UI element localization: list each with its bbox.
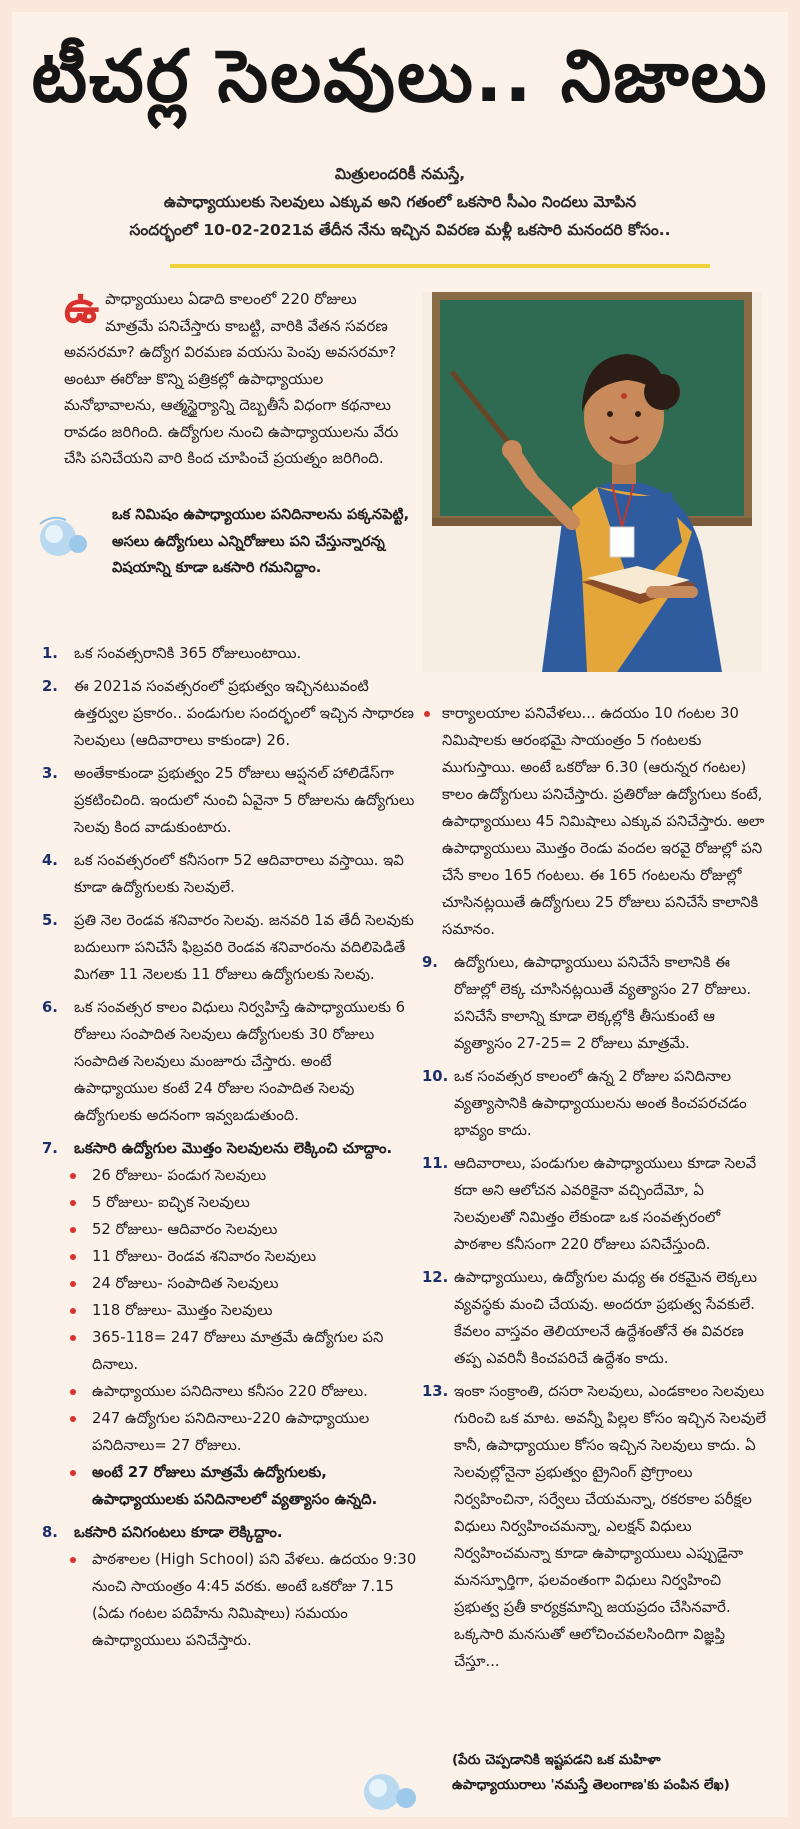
list-item-13 <box>422 1378 766 1675</box>
item-number: 11. <box>422 1155 449 1172</box>
list-item-2 <box>42 673 420 754</box>
list-item-5 <box>42 907 420 988</box>
bullet-dot <box>70 1281 76 1287</box>
article-page <box>12 12 788 1817</box>
item-number: 8. <box>42 1524 58 1541</box>
bullet-text: 26 రోజులు- పండుగ సెలవులు <box>92 1167 267 1184</box>
lead-text: పాధ్యాయులు ఏడాది కాలంలో 220 రోజులు మాత్రమే పనిచేస్తారు కాబట్టి, వారికి వేతన సవరణ అవసరమా? ఉద్యోగ విరమణ వయసు పెంపు అవసరమా? అంటూ ఈరోజు కొన్ని పత్రికల్లో ఉపాధ్యాయుల మనోభావాలను, ఆత్మస్థైర్యాన్ని దెబ్బతీసే విధంగా కథనాలు రావడం జరిగింది. ఉద్యోగుల నుంచి ఉపాధ్యాయులను వేరు చేసి పనిచేయని వారి కింద చూపించే ప్రయత్నం జరిగింది. <box>64 290 399 467</box>
letter-credit: (పేరు చెప్పడానికి ఇష్టపడని ఒక మహిళా ఉపాధ్యాయురాలు 'నమస్తే తెలంగాణ'కు పంపిన లేఖ) <box>452 1752 730 1793</box>
item-text: ఒక సంవత్సరానికి 365 రోజులుంటాయి. <box>74 645 302 662</box>
item-text: ప్రతి నెల రెండవ శనివారం సెలవు. జనవరి 1వ తేదీ సెలవుకు బదులుగా పనిచేసే ఫిబ్రవరి రెండవ శనివారంను వదిలిపెడితే మిగతా 11 నెలలకు 11 రోజులు ఉద్యోగులకు సెలవు. <box>74 912 414 983</box>
bullet-dot <box>70 1557 76 1563</box>
bullet-text: 118 రోజులు- మొత్తం సెలవులు <box>92 1302 273 1319</box>
item-number: 7. <box>42 1140 58 1157</box>
callout-text: ఒక నిమిషం ఉపాధ్యాయుల పనిదినాలను పక్కనపెట్టి, అసలు ఉద్యోగులు ఎన్నిరోజులు పని చేస్తున్నారన్న విషయాన్ని కూడా ఒకసారి గమనిద్దాం. <box>112 507 410 576</box>
bullet-text: అంటే 27 రోజులు మాత్రమే ఉద్యోగులకు, ఉపాధ్యాయులకు పనిదినాలలో వ్యత్యాసం ఉన్నది. <box>92 1464 378 1508</box>
bullet-dot <box>70 1308 76 1314</box>
bullet-text: 247 ఉద్యోగుల పనిదినాలు-220 ఉపాధ్యాయుల పనిదినాలు= 27 రోజులు. <box>92 1410 370 1454</box>
list-item-6 <box>42 994 420 1129</box>
item-text: ఈ 2021వ సంవత్సరంలో ప్రభుత్వం ఇచ్చినటువంటి ఉత్తర్వుల ప్రకారం.. పండుగుల సందర్భంలో ఇచ్చిన సాధారణ సెలవులు (ఆదివారాలు కాకుండా) 26. <box>74 678 414 749</box>
bullet-item <box>42 1162 420 1189</box>
intro-line-2: ఉపాధ్యాయులకు సెలవులు ఎక్కువ అని గతంలో ఒకసారి సీఎం నిందలు మోపిన <box>163 193 637 211</box>
bullet-item <box>42 1546 420 1654</box>
bullet-dot <box>424 711 430 717</box>
teacher-illustration <box>422 292 762 672</box>
bullet-text: 24 రోజులు- సంపాదిత సెలవులు <box>92 1275 279 1292</box>
intro-line-3: సందర్భంలో 10-02-2021వ తేదీన నేను ఇచ్చిన వివరణ మళ్లీ ఒకసారి మనందరి కోసం.. <box>129 221 671 239</box>
item-number: 3. <box>42 765 58 782</box>
intro-block <box>42 160 758 244</box>
bullet-text: కార్యాలయాల పనివేళలు... ఉదయం 10 గంటల 30 నిమిషాలకు ఆరంభమై సాయంత్రం 5 గంటలకు ముగుస్తాయి. అంటే ఒకరోజు 6.30 (ఆరున్నర గంటల) కాలం ఉద్యోగులు పనిచేస్తారు. ప్రతిరోజు ఉద్యోగులు కంటే, ఉపాధ్యాయులు 45 నిమిషాలు ఎక్కువ పనిచేస్తారు. అలా ఉపాధ్యాయులు మొత్తం రెండు వందల ఇరవై రోజుల్లో పని చేసే కాలం 165 గంటలు. ఈ 165 గంటలను రోజుల్లో చూసినట్లయితే ఉద్యోగులు 25 రోజులు పనిచేసే కాలానికి సమానం. <box>442 705 765 938</box>
list-item-1 <box>42 640 420 667</box>
item-heading: ఒకసారి ఉద్యోగుల మొత్తం సెలవులను లెక్కించి చూద్దాం. <box>74 1140 393 1157</box>
list-item-3 <box>42 760 420 841</box>
bullet-dot <box>70 1254 76 1260</box>
bullet-text: ఉపాధ్యాయుల పనిదినాలు కనీసం 220 రోజులు. <box>92 1383 368 1400</box>
left-column <box>42 640 420 1654</box>
item-number: 12. <box>422 1269 449 1286</box>
lead-paragraph <box>64 282 402 472</box>
item-number: 2. <box>42 678 58 695</box>
list-item-7 <box>42 1135 420 1162</box>
bullet-text: పాఠశాలల (High School) పని వేళలు. ఉదయం 9:30 నుంచి సాయంత్రం 4:45 వరకు. అంటే ఒకరోజు 7.15 (ఏడు గంటల పదిహేను నిమిషాలు) సమయం ఉపాధ్యాయులు పనిచేస్తారు. <box>92 1551 417 1649</box>
decorative-bubbles-icon <box>32 512 92 562</box>
bullet-text: 365-118= 247 రోజులు మాత్రమే ఉద్యోగుల పని దినాలు. <box>92 1329 384 1373</box>
item-text: ఉద్యోగులు, ఉపాధ్యాయులు పనిచేసే కాలానికి ఈ రోజుల్లో లెక్క చూసినట్లయితే వ్యత్యాసం 27 రోజులు. పనిచేసే కాలాన్ని కూడా లెక్కల్లోకి తీసుకుంటే ఆ వ్యత్యాసం 27-25= 2 రోజులు మాత్రమే. <box>454 954 752 1052</box>
item-text: ఉపాధ్యాయులు, ఉద్యోగుల మధ్య ఈ రకమైన లెక్కలు వ్యవస్థకు మంచి చేయవు. అందరూ ప్రభుత్వ సేవకులే. కేవలం వాస్తవం తెలియాలనే ఉద్దేశంతోనే ఈ వివరణ తప్ప ఎవరినీ కించపరిచే ఉద్దేశం కాదు. <box>454 1269 758 1367</box>
item-text: అంతేకాకుండా ప్రభుత్వం 25 రోజులు ఆప్షనల్ హాలిడేస్‌గా ప్రకటించింది. ఇందులో నుంచి ఏవైనా 5 రోజులను ఉద్యోగులు సెలవు కింద వాడుకుంటారు. <box>74 765 415 836</box>
list-item-12 <box>422 1264 766 1372</box>
bullet-item <box>42 1243 420 1270</box>
bullet-dot <box>70 1173 76 1179</box>
bullet-item <box>42 1297 420 1324</box>
item-number: 5. <box>42 912 58 929</box>
drop-cap: ఉ <box>64 282 100 333</box>
bullet-item <box>422 700 766 943</box>
article-title: టీచర్ల సెలవులు.. నిజాలు <box>31 34 769 118</box>
item-text: ఒక సంవత్సరంలో కనీసంగా 52 ఆదివారాలు వస్తాయి. ఇవి కూడా ఉద్యోగులకు సెలవులే. <box>74 852 404 896</box>
bullet-dot <box>70 1227 76 1233</box>
item-number: 13. <box>422 1383 449 1400</box>
bullet-dot <box>70 1200 76 1206</box>
bullet-text: 11 రోజులు- రెండవ శనివారం సెలవులు <box>92 1248 317 1265</box>
item-text: ఒక సంవత్సర కాలం విధులు నిర్వహిస్తే ఉపాధ్యాయులకు 6 రోజులు సంపాదిత సెలవులు ఉద్యోగులకు 30 రోజులు సంపాదిత సెలవులు మంజూరు చేస్తారు. అంటే ఉపాధ్యాయుల కంటే 24 రోజుల సంపాదిత సెలవు ఉద్యోగులకు అదనంగా ఇవ్వబడుతుంది. <box>74 999 406 1124</box>
item-text: ఆదివారాలు, పండుగుల ఉపాధ్యాయులు కూడా సెలవే కదా అని ఆలోచన ఎవరికైనా వచ్చిందేమో, ఏ సెలవులతో నిమిత్తం లేకుండా ఒక సంవత్సరంలో పాఠశాల కనీసంగా 220 రోజులు పనిచేస్తుంది. <box>454 1155 757 1253</box>
list-item-11 <box>422 1150 766 1258</box>
yellow-underline <box>170 264 710 268</box>
item-number: 1. <box>42 645 58 662</box>
bullet-item <box>42 1270 420 1297</box>
right-column <box>422 700 766 1675</box>
bullet-dot <box>70 1470 76 1476</box>
item-number: 9. <box>422 954 438 971</box>
bullet-text: 5 రోజులు- ఐచ్ఛిక సెలవులు <box>92 1194 250 1211</box>
intro-greeting: మిత్రులందరికీ నమస్తే, <box>334 165 466 183</box>
item-heading: ఒకసారి పనిగంటలు కూడా లెక్కిద్దాం. <box>74 1524 283 1541</box>
bullet-item <box>42 1324 420 1378</box>
bullet-dot <box>70 1416 76 1422</box>
bullet-item <box>42 1405 420 1459</box>
list-item-4 <box>42 847 420 901</box>
bullet-text: 52 రోజులు- ఆదివారం సెలవులు <box>92 1221 278 1238</box>
item-number: 6. <box>42 999 58 1016</box>
item-number: 4. <box>42 852 58 869</box>
item-number: 10. <box>422 1068 449 1085</box>
bullet-item <box>42 1378 420 1405</box>
item-text: ఇంకా సంక్రాంతి, దసరా సెలవులు, ఎండకాలం సెలవులు గురించి ఒక మాట. అవన్నీ పిల్లల కోసం ఇచ్చిన సెలవులే కానీ, ఉపాధ్యాయుల కోసం ఇచ్చిన సెలవులు కాదు. ఏ సెలవుల్లోనైనా ప్రభుత్వం ట్రైనింగ్ ప్రోగ్రాంలు నిర్వహించినా, సర్వేలు చేయమన్నా, రకరకాల పరీక్షల విధులు నిర్వహించమన్నా, ఎలక్షన్ విధులు నిర్వహించమన్నా కూడా ఉపాధ్యాయులు ఎప్పుడైనా మనస్ఫూర్తిగా, ఫలవంతంగా విధులు నిర్వహించి ప్రభుత్వ ప్రతీ కార్యక్రమాన్ని జయప్రదం చేసినవారే. ఒక్కసారి మనసుతో ఆలోచించవలసిందిగా విజ్ఞప్తి చేస్తూ... <box>454 1383 766 1670</box>
bullet-item <box>42 1216 420 1243</box>
item-text: ఒక సంవత్సర కాలంలో ఉన్న 2 రోజుల పనిదినాల వ్యత్యాసానికి ఉపాధ్యాయులను అంత కించపరచడం భావ్యం కాదు. <box>454 1068 747 1139</box>
list-item-10 <box>422 1063 766 1144</box>
bullet-item <box>42 1189 420 1216</box>
bullet-dot <box>70 1335 76 1341</box>
list-item-8 <box>42 1519 420 1546</box>
decorative-bubbles-icon <box>352 1768 422 1816</box>
list-item-9 <box>422 949 766 1057</box>
bullet-dot <box>70 1389 76 1395</box>
bullet-item <box>42 1459 420 1513</box>
